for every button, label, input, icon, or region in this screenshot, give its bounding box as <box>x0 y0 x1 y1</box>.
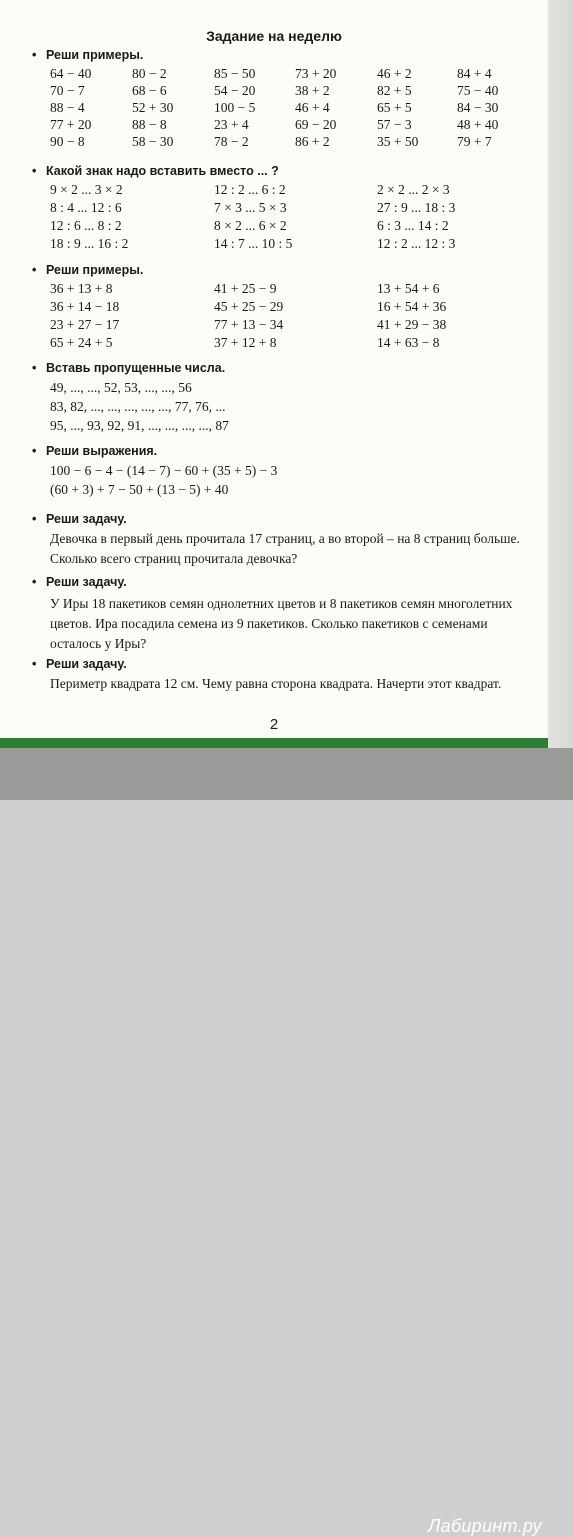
example-cell: 46 + 4 <box>295 100 330 115</box>
heading-text: Реши выражения. <box>46 444 158 458</box>
example-cell: 48 + 40 <box>457 117 499 132</box>
heading-text: Реши задачу. <box>46 575 127 589</box>
example-cell: 12 : 2 ... 12 : 3 <box>377 236 456 251</box>
example-cell: 23 + 27 − 17 <box>50 317 120 332</box>
example-cell: 64 − 40 <box>50 66 92 81</box>
problem-text-3: Периметр квадрата 12 см. Чему равна сторона квадрата. Начерти этот квадрат. <box>50 676 502 691</box>
example-cell: 14 : 7 ... 10 : 5 <box>214 236 293 251</box>
section-heading-2 <box>32 164 279 178</box>
example-cell: 78 − 2 <box>214 134 249 149</box>
section-heading-8 <box>32 657 127 671</box>
example-cell: 100 − 5 <box>214 100 256 115</box>
example-cell: 23 + 4 <box>214 117 249 132</box>
section-heading-6 <box>32 512 127 526</box>
example-cell: 46 + 2 <box>377 66 412 81</box>
example-cell: 45 + 25 − 29 <box>214 299 284 314</box>
labirint-logo: Лабиринт.ру <box>428 1516 542 1536</box>
example-cell: 14 + 63 − 8 <box>377 335 440 350</box>
example-cell: 73 + 20 <box>295 66 337 81</box>
page-number: 2 <box>269 716 279 733</box>
example-cell: 90 − 8 <box>50 134 85 149</box>
example-cell: 88 − 4 <box>50 100 85 115</box>
example-cell: 77 + 13 − 34 <box>214 317 284 332</box>
example-cell: 70 − 7 <box>50 83 85 98</box>
example-cell: 12 : 2 ... 6 : 2 <box>214 182 286 197</box>
example-cell: 36 + 14 − 18 <box>50 299 120 314</box>
worksheet-page <box>0 0 548 748</box>
next-page-edge <box>548 0 573 748</box>
problem-text-1: Девочка в первый день прочитала 17 страниц, а во второй – на 8 страниц больше. Сколько всего страниц прочитала девочка? <box>50 531 520 566</box>
section-heading-4 <box>32 361 225 375</box>
bullet-icon: • <box>32 512 37 526</box>
example-cell: 9 × 2 ... 3 × 2 <box>50 182 123 197</box>
example-cell: 7 × 3 ... 5 × 3 <box>214 200 287 215</box>
example-cell: 41 + 25 − 9 <box>214 281 277 296</box>
example-cell: 6 : 3 ... 14 : 2 <box>377 218 449 233</box>
problem-text-2: У Иры 18 пакетиков семян однолетних цветов и 8 пакетиков семян многолетних цветов. Ира посадила семена из 9 пакетиков. Сколько пакетиков с семенами осталось у Иры? <box>50 596 513 651</box>
heading-text: Какой знак надо вставить вместо ... ? <box>46 164 279 178</box>
watermark-bar <box>0 748 573 1536</box>
bullet-icon: • <box>32 48 37 62</box>
example-cell: 69 − 20 <box>295 117 337 132</box>
section-heading-5 <box>32 444 157 458</box>
example-cell: 8 × 2 ... 6 × 2 <box>214 218 287 233</box>
heading-text: Реши примеры. <box>46 48 144 62</box>
bullet-icon: • <box>32 444 37 458</box>
section-heading-3 <box>32 263 143 277</box>
bullet-icon: • <box>32 575 37 589</box>
bullet-icon: • <box>32 657 37 671</box>
bullet-icon: • <box>32 164 37 178</box>
example-cell: 65 + 5 <box>377 100 412 115</box>
example-cell: 13 + 54 + 6 <box>377 281 440 296</box>
missing-numbers-line-3: 95, ..., 93, 92, 91, ..., ..., ..., ..., 87 <box>50 418 229 433</box>
example-cell: 41 + 29 − 38 <box>377 317 447 332</box>
example-cell: 84 + 4 <box>457 66 492 81</box>
example-cell: 52 + 30 <box>132 100 174 115</box>
example-cell: 77 + 20 <box>50 117 92 132</box>
example-cell: 8 : 4 ... 12 : 6 <box>50 200 122 215</box>
example-cell: 58 − 30 <box>132 134 174 149</box>
example-cell: 57 − 3 <box>377 117 412 132</box>
example-cell: 27 : 9 ... 18 : 3 <box>377 200 456 215</box>
example-cell: 85 − 50 <box>214 66 256 81</box>
example-cell: 75 − 40 <box>457 83 499 98</box>
example-cell: 18 : 9 ... 16 : 2 <box>50 236 129 251</box>
heading-text: Реши задачу. <box>46 657 127 671</box>
example-cell: 65 + 24 + 5 <box>50 335 113 350</box>
heading-text: Вставь пропущенные числа. <box>46 361 226 375</box>
page-title: Задание на неделю <box>206 28 342 44</box>
heading-text: Реши примеры. <box>46 263 144 277</box>
bullet-icon: • <box>32 263 37 277</box>
example-cell: 88 − 8 <box>132 117 167 132</box>
example-cell: 54 − 20 <box>214 83 256 98</box>
missing-numbers-line-2: 83, 82, ..., ..., ..., ..., ..., 77, 76, ... <box>50 399 226 414</box>
example-cell: 35 + 50 <box>377 134 419 149</box>
example-cell: 2 × 2 ... 2 × 3 <box>377 182 450 197</box>
example-cell: 68 − 6 <box>132 83 167 98</box>
section-heading-1 <box>32 48 143 62</box>
example-cell: 37 + 12 + 8 <box>214 335 277 350</box>
example-cell: 84 − 30 <box>457 100 499 115</box>
expression-line-1: 100 − 6 − 4 − (14 − 7) − 60 + (35 + 5) − 3 <box>50 463 278 478</box>
heading-text: Реши задачу. <box>46 512 127 526</box>
example-cell: 12 : 6 ... 8 : 2 <box>50 218 122 233</box>
example-cell: 82 + 5 <box>377 83 412 98</box>
expression-line-2: (60 + 3) + 7 − 50 + (13 − 5) + 40 <box>50 482 229 497</box>
section-heading-7 <box>32 575 127 589</box>
bullet-icon: • <box>32 361 37 375</box>
example-cell: 36 + 13 + 8 <box>50 281 113 296</box>
missing-numbers-line-1: 49, ..., ..., 52, 53, ..., ..., 56 <box>50 380 192 395</box>
example-cell: 86 + 2 <box>295 134 330 149</box>
example-cell: 16 + 54 + 36 <box>377 299 447 314</box>
example-cell: 79 + 7 <box>457 134 492 149</box>
example-cell: 80 − 2 <box>132 66 167 81</box>
example-cell: 38 + 2 <box>295 83 330 98</box>
